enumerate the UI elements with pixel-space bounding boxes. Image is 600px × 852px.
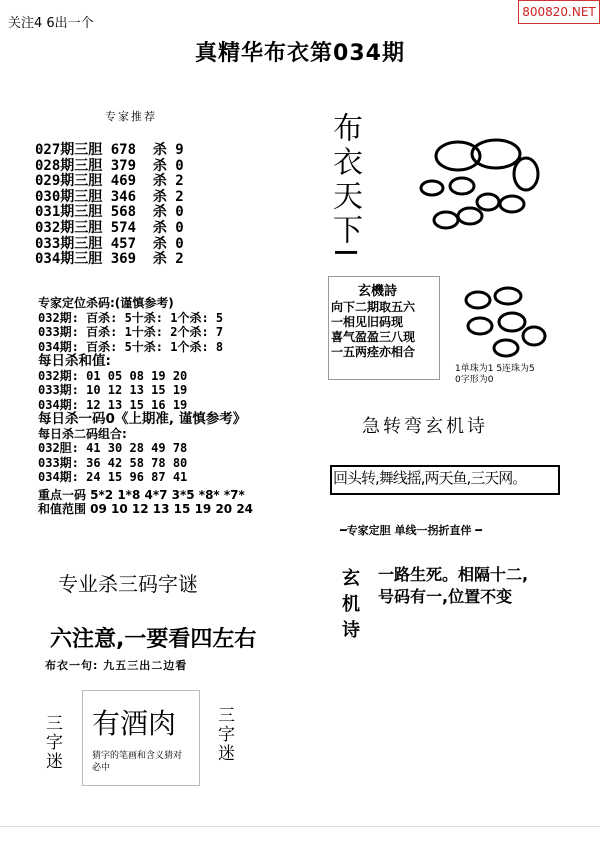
bead-icon bbox=[421, 181, 443, 195]
three-riddle-right: 三字迷 bbox=[214, 706, 234, 763]
bead-icon bbox=[514, 158, 538, 190]
expert-heading: 专家推荐 bbox=[105, 110, 157, 123]
list-item: 032期: 01 05 08 19 20 bbox=[38, 368, 188, 383]
pick-line: ━专家定胆 单线一拐折直伴 ━ bbox=[340, 524, 482, 537]
three-riddle-left: 三字迷 bbox=[42, 714, 62, 771]
divider bbox=[0, 826, 600, 827]
list-item: 034期: 24 15 96 87 41 bbox=[38, 470, 188, 484]
daily-sum-heading: 每日杀和值: bbox=[38, 353, 111, 369]
list-item: 031期三胆 568 杀 0 bbox=[35, 204, 184, 221]
daily-one-code: 每日杀一码0《上期准, 谨慎参考》 bbox=[38, 411, 247, 427]
six-notes: 六注意,一要看四左右 bbox=[50, 627, 257, 652]
riddle-title: 专业杀三码字谜 bbox=[58, 572, 198, 596]
buyi-vertical: 布衣天下I bbox=[327, 112, 362, 261]
three-gall-list bbox=[35, 143, 184, 268]
poem-lines bbox=[331, 300, 415, 360]
list-item: 一路生死。相隔十二, bbox=[378, 565, 529, 584]
bead-icon bbox=[495, 288, 521, 304]
list-item: 032胆: 41 30 28 49 78 bbox=[38, 441, 188, 455]
list-item: 034期三胆 369 杀 2 bbox=[35, 251, 184, 268]
bead-icon bbox=[466, 292, 490, 308]
riddle-word: 有酒肉 bbox=[92, 707, 177, 740]
sum-range: 和值范围 09 10 12 13 15 19 20 24 bbox=[38, 502, 254, 516]
list-item: 028期三胆 379 杀 0 bbox=[35, 157, 184, 174]
bead-icon bbox=[458, 208, 482, 224]
list-item: 033期: 10 12 13 15 19 bbox=[38, 383, 188, 397]
two-combo-heading: 每日杀二码组合: bbox=[38, 426, 127, 441]
list-item: 一相见旧码现 bbox=[331, 315, 404, 329]
key-point: 重点一码 5*2 1*8 4*7 3*5 *8* *7* bbox=[38, 487, 245, 502]
list-item: 032期: 百杀: 5十杀: 1个杀: 5 bbox=[38, 310, 224, 325]
list-item: 034期: 12 13 15 16 19 bbox=[38, 397, 188, 412]
bead-icon bbox=[523, 327, 545, 345]
list-item: 0字形为0 bbox=[455, 375, 494, 385]
mystic-vertical: 玄机诗 bbox=[339, 568, 360, 646]
list-item: 030期三胆 346 杀 2 bbox=[35, 188, 184, 205]
bead-icon bbox=[499, 313, 525, 331]
bead-icon bbox=[450, 178, 474, 194]
bead-icon bbox=[500, 196, 524, 212]
list-item: 034期: 百杀: 5十杀: 1个杀: 8 bbox=[38, 339, 224, 354]
buyi-line: 布衣一句: 九五三出二边看 bbox=[45, 659, 188, 672]
zz-text: 回头转,舞线摇,两天鱼,三天网。 bbox=[333, 469, 527, 487]
list-item: 号码有一,位置不变 bbox=[378, 587, 513, 606]
bead-icon bbox=[494, 340, 518, 356]
site-badge[interactable]: 800820.NET bbox=[518, 0, 600, 24]
position-kill-heading: 专家定位杀码:(谨慎参考) bbox=[38, 296, 174, 310]
list-item: 一五两痊亦相合 bbox=[331, 345, 416, 359]
riddle-hint: 猜字的笔画和含义猜对必中 bbox=[92, 751, 183, 773]
beads-illustration bbox=[408, 128, 558, 238]
bead-icon bbox=[477, 194, 499, 210]
bead-icon bbox=[468, 318, 492, 334]
list-item: 033期: 36 42 58 78 80 bbox=[38, 455, 188, 470]
bead-icon bbox=[434, 212, 458, 228]
bead-caption bbox=[455, 364, 535, 386]
list-item: 向下二期取五六 bbox=[331, 300, 416, 314]
list-item: 027期三胆 678 杀 9 bbox=[35, 142, 184, 158]
list-item: 1单珠为1 5连珠为5 bbox=[455, 364, 535, 374]
list-item: 033期: 百杀: 1十杀: 2个杀: 7 bbox=[38, 325, 224, 339]
mystic-text bbox=[378, 564, 528, 608]
list-item: 033期三胆 457 杀 0 bbox=[35, 235, 184, 252]
poem-title: 玄機詩 bbox=[358, 284, 398, 299]
list-item: 喜气盈盈三八现 bbox=[331, 330, 416, 344]
list-item: 032期三胆 574 杀 0 bbox=[35, 219, 184, 236]
beads-illustration-2 bbox=[460, 282, 550, 360]
top-note: 关注4 6出一个 bbox=[8, 16, 94, 31]
list-item: 029期三胆 469 杀 2 bbox=[35, 173, 184, 190]
zz-title: 急转弯玄机诗 bbox=[362, 416, 488, 437]
kill-block bbox=[38, 296, 253, 517]
page-title: 真精华布衣第034期 bbox=[195, 41, 405, 66]
